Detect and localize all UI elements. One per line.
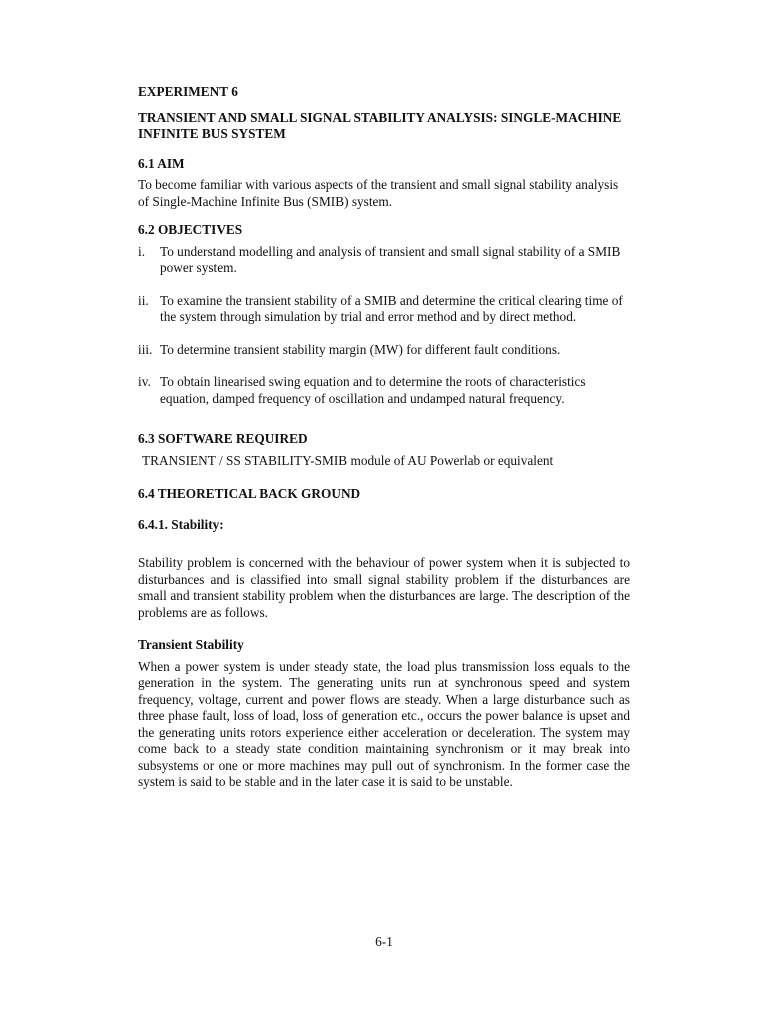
aim-text: To become familiar with various aspects of the transient and small signal stability analysis of Single-Machine Infinite Bus (SMIB) system.	[138, 177, 619, 209]
list-item-text: To obtain linearised swing equation and to determine the roots of characteristics equation, damped frequency of oscillation and undamped natural frequency.	[160, 374, 586, 406]
transient-stability-heading: Transient Stability	[138, 637, 244, 652]
transient-stability-text: When a power system is under steady state, the load plus transmission loss equals to the generation in the system. The generating units run at synchronous speed and system frequency, voltage, current and power flows are steady. When a large disturbance such as three phase fault, loss of load, loss of generation etc., occurs the power balance is upset and the generating units rotors experience either acceleration or deceleration. The system may come back to a steady state condition maintaining synchronism or it may break into subsystems or one or more machines may pull out of synchronism. In the former case the system is said to be stable and in the later case it is said to be unstable.	[138, 658, 630, 789]
stability-subheading: 6.4.1. Stability:	[138, 516, 224, 532]
software-heading: 6.3 SOFTWARE REQUIRED	[138, 431, 308, 446]
software-text: TRANSIENT / SS STABILITY-SMIB module of AU Powerlab or equivalent	[142, 452, 554, 468]
page-number: 6-1	[375, 934, 393, 949]
stability-text: Stability problem is concerned with the behaviour of power system when it is subjected to disturbances and is classified into small signal stability problem if the disturbances are small and transient stability problem when the disturbances are large. The description of the problems are as follows.	[138, 555, 630, 620]
list-item	[138, 293, 630, 326]
list-item	[138, 374, 630, 407]
aim-heading: 6.1 AIM	[138, 155, 185, 171]
experiment-title: TRANSIENT AND SMALL SIGNAL STABILITY ANALYSIS: SINGLE-MACHINE INFINITE BUS SYSTEM	[138, 109, 622, 141]
experiment-number: EXPERIMENT 6	[138, 84, 238, 99]
theory-heading: 6.4 THEORETICAL BACK GROUND	[138, 486, 361, 501]
list-item-number: ii.	[138, 292, 149, 308]
list-item-number: iii.	[138, 341, 153, 357]
list-item-text: To understand modelling and analysis of transient and small signal stability of a SMIB power system.	[160, 243, 621, 275]
list-item-number: iv.	[138, 374, 151, 389]
list-item	[138, 244, 630, 277]
objectives-list	[138, 244, 630, 408]
list-item-number: i.	[138, 243, 146, 259]
list-item	[138, 342, 630, 359]
list-item-text: To examine the transient stability of a SMIB and determine the critical clearing time of the system through simulation by trial and error method and by direct method.	[160, 292, 623, 324]
document-page	[138, 84, 630, 791]
list-item-text: To determine transient stability margin (MW) for different fault conditions.	[160, 341, 561, 357]
objectives-heading: 6.2 OBJECTIVES	[138, 222, 243, 237]
